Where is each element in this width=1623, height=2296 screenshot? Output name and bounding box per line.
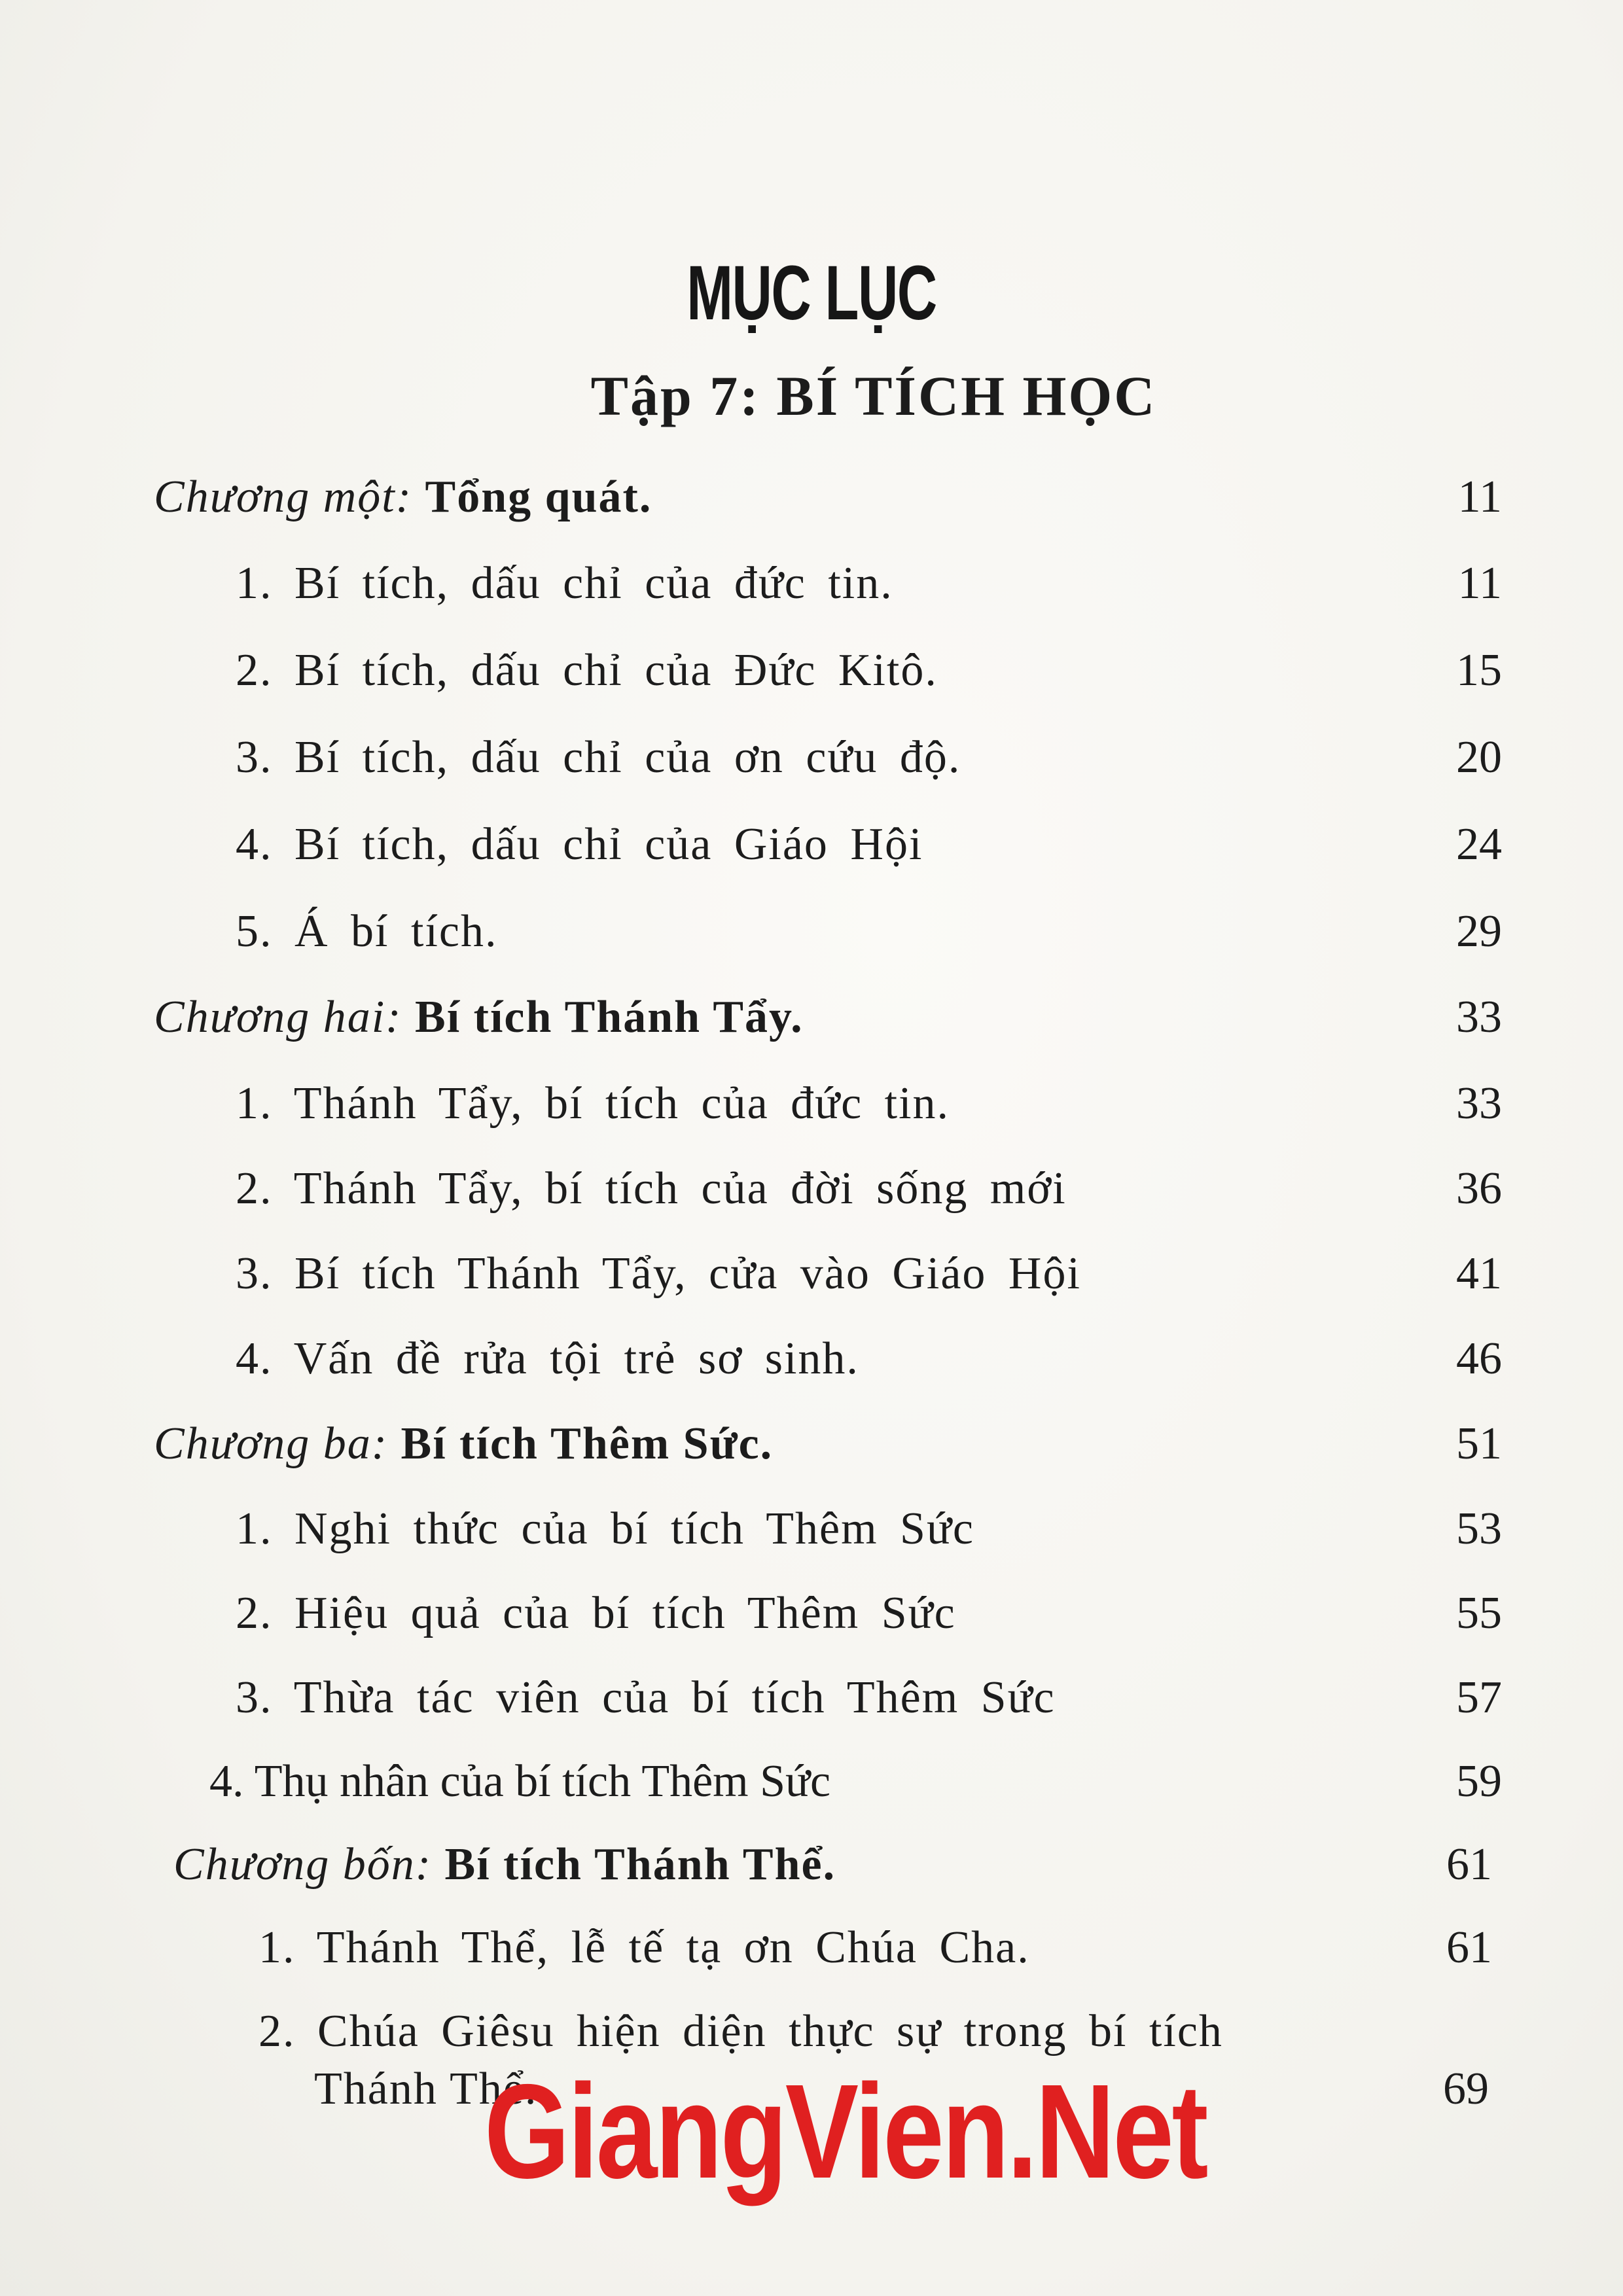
toc-section: [0, 1665, 1623, 1737]
section-label: 4. Vấn đề rửa tội trẻ sơ sinh.: [236, 1333, 859, 1384]
chapter-prefix: Chương hai:: [154, 992, 402, 1042]
chapter-title: Tổng quát.: [425, 472, 652, 522]
section-label: 2. Hiệu quả của bí tích Thêm Sức: [236, 1588, 956, 1638]
chapter-prefix: Chương một:: [154, 472, 413, 522]
page-number: 55: [1456, 1588, 1502, 1638]
section-label-continuation: Thánh Thể.: [314, 2064, 538, 2114]
page-number: 11: [1457, 472, 1502, 522]
page-number: 61: [1446, 1922, 1492, 1973]
section-label: 1. Nghi thức của bí tích Thêm Sức: [236, 1504, 974, 1554]
chapter-title: Bí tích Thánh Tẩy.: [415, 992, 804, 1042]
toc-section: [0, 812, 1623, 884]
section-label: 2. Bí tích, dấu chỉ của Đức Kitô.: [236, 645, 938, 696]
page-number: 53: [1456, 1504, 1502, 1554]
page-number: 24: [1456, 819, 1502, 870]
chapter-prefix: Chương ba:: [154, 1419, 389, 1469]
toc-chapter-4: [0, 1832, 1623, 1904]
section-label: 1. Thánh Tẩy, bí tích của đức tin.: [236, 1078, 950, 1129]
toc-section: [0, 1156, 1623, 1228]
page-number: 41: [1456, 1248, 1502, 1299]
chapter-title: Bí tích Thêm Sức.: [401, 1419, 774, 1469]
section-label: 4. Thụ nhân của bí tích Thêm Sức: [209, 1756, 831, 1807]
chapter-heading: [154, 465, 652, 530]
page-number: 59: [1456, 1756, 1502, 1807]
page-number: 11: [1457, 558, 1502, 609]
section-label: 3. Thừa tác viên của bí tích Thêm Sức: [236, 1672, 1056, 1723]
page-number: 29: [1456, 906, 1502, 957]
toc-section: [0, 725, 1623, 797]
section-label: 4. Bí tích, dấu chỉ của Giáo Hội: [236, 819, 923, 870]
chapter-heading: [154, 985, 804, 1050]
toc-section: [0, 899, 1623, 971]
toc-section: [0, 638, 1623, 710]
section-label: 3. Bí tích, dấu chỉ của ơn cứu độ.: [236, 732, 961, 783]
section-label: 1. Bí tích, dấu chỉ của đức tin.: [236, 558, 893, 609]
page-number: 51: [1456, 1419, 1502, 1469]
page-number: 57: [1456, 1672, 1502, 1723]
page-number: 20: [1456, 732, 1502, 783]
page-title: MỤC LỤC: [687, 250, 936, 336]
section-label: 3. Bí tích Thánh Tẩy, cửa vào Giáo Hội: [236, 1248, 1081, 1299]
toc-chapter-3: [0, 1411, 1623, 1483]
page-number: 36: [1456, 1163, 1502, 1214]
toc-section: [0, 1749, 1623, 1821]
toc-section: [0, 551, 1623, 623]
chapter-title: Bí tích Thánh Thể.: [444, 1839, 836, 1890]
page-number: 61: [1446, 1839, 1492, 1890]
volume-subtitle: Tập 7: BÍ TÍCH HỌC: [590, 364, 1157, 427]
chapter-prefix: Chương bốn:: [173, 1839, 433, 1890]
toc-section: [0, 1581, 1623, 1653]
chapter-heading: [154, 1411, 773, 1477]
page-number: 33: [1456, 1078, 1502, 1129]
toc-section: [0, 1915, 1623, 1987]
chapter-heading: [173, 1832, 836, 1898]
page-number: 33: [1456, 992, 1502, 1042]
toc-chapter-2: [0, 985, 1623, 1057]
toc-section: [0, 1326, 1623, 1398]
section-label: 5. Á bí tích.: [236, 906, 498, 957]
page-number: 15: [1456, 645, 1502, 696]
toc-section: [0, 1496, 1623, 1568]
section-label: 1. Thánh Thể, lễ tế tạ ơn Chúa Cha.: [259, 1922, 1030, 1973]
watermark-logo: GiangVien.Net: [484, 2057, 1207, 2206]
toc-chapter-1: [0, 465, 1623, 537]
toc-section: [0, 1241, 1623, 1313]
section-label: 2. Thánh Tẩy, bí tích của đời sống mới: [236, 1163, 1067, 1214]
page-number: 46: [1456, 1333, 1502, 1384]
page-number: 69: [1443, 2064, 1489, 2114]
section-label: 2. Chúa Giêsu hiện diện thực sự trong bí tích: [259, 2006, 1223, 2057]
toc-section: [0, 1071, 1623, 1143]
